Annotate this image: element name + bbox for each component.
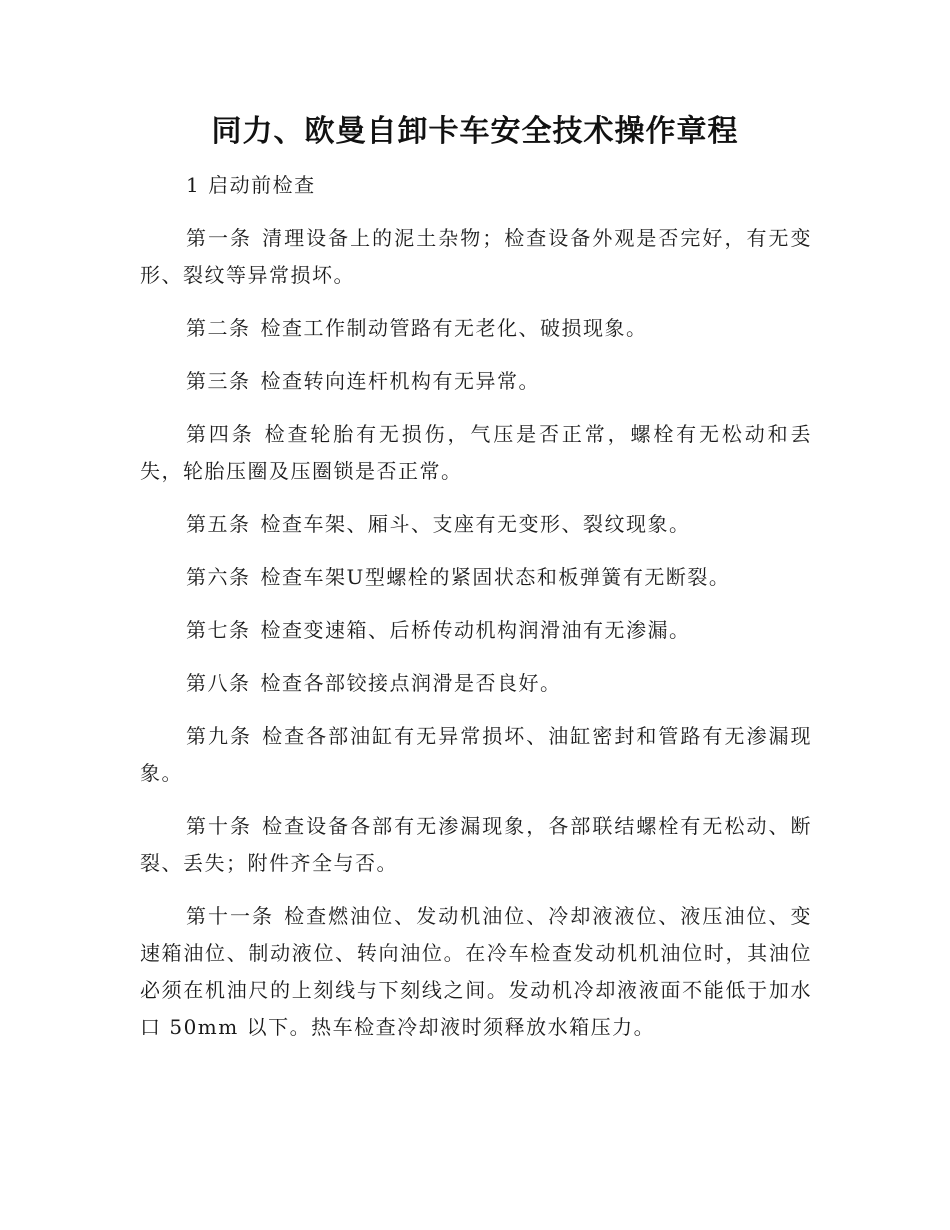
section-heading: 1 启动前检查 xyxy=(186,173,316,197)
article-number: 第九条 xyxy=(186,724,253,748)
article-text: 清理设备上的泥土杂物；检查设备外观是否完好，有无变形、裂纹等异常损坏。 xyxy=(140,226,813,287)
article-3 xyxy=(140,363,812,400)
article-text: 检查轮胎有无损伤，气压是否正常，螺栓有无松动和丢失，轮胎压圈及压圈锁是否正常。 xyxy=(140,422,813,483)
article-number: 第八条 xyxy=(186,671,251,695)
article-text: 检查燃油位、发动机油位、冷却液液位、液压油位、变速箱油位、制动液位、转向油位。在冷车检查发动机机油位时，其油位必须在机油尺的上刻线与下刻线之间。发动机冷却液液面不能低于加水口 50mm 以下。热车检查冷却液时须释放水箱压力。 xyxy=(140,904,813,1039)
article-number: 第三条 xyxy=(186,369,251,393)
article-number: 第一条 xyxy=(186,226,253,250)
article-text: 检查各部油缸有无异常损坏、油缸密封和管路有无渗漏现象。 xyxy=(140,724,813,785)
article-number: 第十条 xyxy=(186,814,253,838)
article-text: 检查工作制动管路有无老化、破损现象。 xyxy=(260,316,648,340)
article-text: 检查转向连杆机构有无异常。 xyxy=(260,369,540,393)
article-5 xyxy=(140,506,812,543)
article-text: 检查设备各部有无渗漏现象，各部联结螺栓有无松动、断裂、丢失；附件齐全与否。 xyxy=(140,814,813,875)
article-number: 第七条 xyxy=(186,618,251,642)
document-body xyxy=(140,167,812,1062)
article-1 xyxy=(140,220,812,294)
article-text: 检查车架、厢斗、支座有无变形、裂纹现象。 xyxy=(260,512,691,536)
article-number: 第二条 xyxy=(186,316,251,340)
article-6 xyxy=(140,559,812,596)
article-7 xyxy=(140,612,812,649)
article-number: 第五条 xyxy=(186,512,251,536)
article-number: 第四条 xyxy=(186,422,255,446)
article-10 xyxy=(140,808,812,882)
article-text: 检查变速箱、后桥传动机构润滑油有无渗漏。 xyxy=(260,618,691,642)
article-text: 检查车架U型螺栓的紧固状态和板弹簧有无断裂。 xyxy=(260,565,731,589)
article-number: 第十一条 xyxy=(186,904,275,928)
article-8 xyxy=(140,665,812,702)
article-number: 第六条 xyxy=(186,565,251,589)
article-2 xyxy=(140,310,812,347)
article-11 xyxy=(140,898,812,1046)
article-text: 检查各部铰接点润滑是否良好。 xyxy=(260,671,562,695)
article-4 xyxy=(140,416,812,490)
article-9 xyxy=(140,718,812,792)
document-title: 同力、欧曼自卸卡车安全技术操作章程 xyxy=(211,114,739,149)
